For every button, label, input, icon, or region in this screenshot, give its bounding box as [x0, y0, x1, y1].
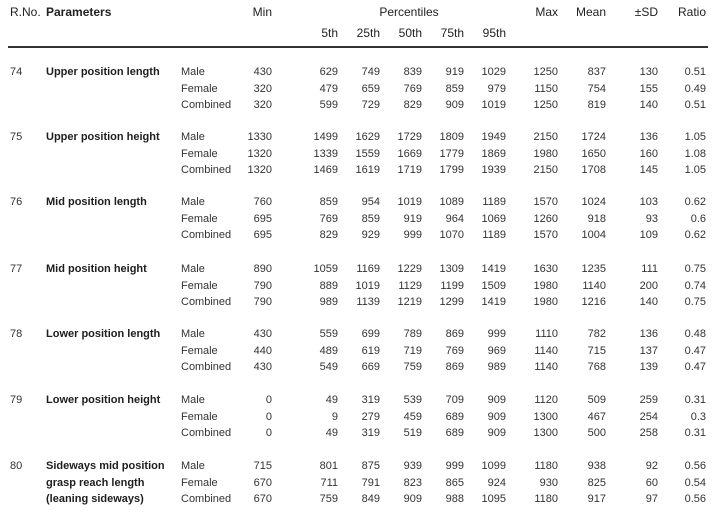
cell-p25: 1169 [356, 263, 380, 275]
cell-p95: 1189 [482, 196, 506, 208]
cell-p75: 964 [445, 212, 464, 225]
row-number: 77 [10, 263, 23, 275]
cell-max: 1110 [535, 328, 558, 340]
cell-mean: 1216 [581, 296, 606, 308]
row-number: 78 [10, 328, 23, 340]
cell-mean: 768 [587, 361, 606, 373]
cell-ratio: 0.75 [684, 296, 706, 308]
cell-p50: 1229 [397, 263, 422, 275]
row-number: 79 [10, 394, 23, 406]
group-label: Female [181, 147, 218, 160]
cell-min: 670 [253, 476, 272, 489]
cell-ratio: 0.62 [684, 196, 706, 208]
group-label: Male [181, 460, 205, 472]
cell-ratio: 0.31 [684, 427, 706, 439]
cell-min: 0 [265, 410, 272, 423]
header-p25: 25th [356, 26, 380, 40]
cell-p25: 791 [361, 476, 380, 489]
cell-min: 430 [253, 328, 272, 340]
cell-mean: 837 [587, 66, 606, 78]
cell-min: 1330 [247, 131, 272, 143]
cell-p95: 1419 [481, 296, 506, 308]
cell-sd: 145 [639, 164, 658, 176]
cell-ratio: 0.3 [690, 410, 706, 423]
cell-min: 695 [253, 212, 272, 225]
cell-mean: 1140 [582, 279, 606, 292]
cell-min: 440 [253, 344, 272, 357]
cell-sd: 140 [639, 296, 658, 308]
cell-sd: 200 [639, 279, 658, 292]
cell-ratio: 1.05 [684, 164, 706, 176]
cell-p50: 459 [403, 410, 422, 423]
cell-p5: 1059 [313, 263, 338, 275]
cell-p75: 1199 [440, 279, 464, 292]
cell-ratio: 0.54 [684, 476, 706, 489]
cell-min: 715 [253, 460, 272, 472]
cell-p50: 719 [403, 344, 422, 357]
cell-sd: 254 [639, 410, 658, 423]
cell-p50: 939 [403, 460, 422, 472]
cell-p75: 689 [445, 410, 464, 423]
cell-p25: 1019 [355, 279, 380, 292]
cell-p75: 869 [445, 328, 464, 340]
cell-max: 930 [539, 476, 558, 489]
cell-p50: 519 [403, 427, 422, 439]
cell-p5: 479 [319, 82, 338, 95]
group-label: Female [181, 82, 218, 95]
cell-p95: 909 [487, 410, 506, 423]
cell-p50: 759 [403, 361, 422, 373]
cell-p50: 769 [403, 82, 422, 95]
cell-sd: 103 [639, 196, 658, 208]
cell-sd: 97 [645, 493, 658, 505]
header-p50: 50th [398, 26, 422, 40]
header-rno: R.No. [10, 5, 41, 19]
cell-p25: 954 [361, 196, 380, 208]
cell-sd: 140 [639, 99, 658, 111]
cell-max: 1980 [533, 296, 558, 308]
cell-p75: 1799 [439, 164, 464, 176]
cell-p25: 319 [361, 394, 380, 406]
cell-p5: 989 [319, 296, 338, 308]
cell-sd: 160 [639, 147, 658, 160]
cell-mean: 918 [587, 212, 606, 225]
cell-p75: 769 [445, 344, 464, 357]
cell-min: 890 [253, 263, 272, 275]
cell-max: 1250 [533, 66, 558, 78]
cell-min: 1320 [247, 147, 272, 160]
group-label: Male [181, 131, 205, 143]
cell-max: 1180 [534, 493, 558, 505]
cell-max: 1140 [534, 361, 558, 373]
group-label: Combined [181, 296, 232, 308]
group-label: Male [181, 263, 205, 275]
cell-max: 1630 [533, 263, 558, 275]
cell-mean: 782 [587, 328, 606, 340]
parameter-name: Sideways mid position [46, 460, 165, 472]
header-max: Max [535, 5, 558, 19]
cell-mean: 1024 [581, 196, 606, 208]
cell-mean: 715 [587, 344, 606, 357]
cell-p75: 909 [445, 99, 464, 111]
cell-p25: 859 [361, 212, 380, 225]
cell-ratio: 0.51 [684, 99, 706, 111]
row-number: 74 [10, 66, 23, 78]
cell-mean: 467 [587, 410, 606, 423]
cell-p5: 859 [319, 196, 338, 208]
cell-mean: 1724 [581, 131, 606, 143]
cell-p50: 1019 [397, 196, 422, 208]
cell-p5: 1339 [313, 147, 338, 160]
parameter-name: Mid position length [46, 196, 147, 208]
cell-p50: 539 [403, 394, 422, 406]
cell-max: 1120 [534, 394, 558, 406]
header-percentiles: Percentiles [379, 5, 439, 19]
cell-max: 2150 [533, 164, 558, 176]
cell-p5: 9 [331, 410, 338, 423]
parameter-name: Lower position length [46, 328, 161, 340]
cell-sd: 93 [645, 212, 658, 225]
group-label: Male [181, 196, 205, 208]
cell-min: 790 [253, 279, 272, 292]
cell-sd: 109 [639, 229, 658, 241]
group-label: Combined [181, 164, 232, 176]
cell-p75: 1809 [439, 131, 464, 143]
cell-p95: 909 [487, 394, 506, 406]
cell-p5: 1499 [313, 131, 338, 143]
header-min: Min [252, 5, 272, 19]
parameter-name: Upper position length [46, 66, 160, 78]
cell-ratio: 1.05 [684, 131, 706, 143]
cell-p50: 1129 [398, 279, 422, 292]
cell-p5: 49 [325, 394, 338, 406]
cell-p50: 839 [403, 66, 422, 78]
group-label: Combined [181, 427, 232, 439]
cell-min: 1320 [247, 164, 272, 176]
cell-min: 670 [253, 493, 272, 505]
row-number: 75 [10, 131, 23, 143]
cell-ratio: 0.47 [684, 344, 706, 357]
cell-ratio: 0.49 [684, 82, 706, 95]
cell-min: 695 [253, 229, 272, 241]
cell-p50: 1219 [397, 296, 422, 308]
cell-p95: 1509 [481, 279, 506, 292]
cell-p5: 889 [319, 279, 338, 292]
cell-ratio: 0.62 [684, 229, 706, 241]
cell-mean: 1004 [581, 229, 606, 241]
cell-p25: 319 [361, 427, 380, 439]
cell-sd: 92 [645, 460, 658, 472]
cell-max: 1180 [534, 460, 558, 472]
cell-p95: 999 [487, 328, 506, 340]
cell-min: 320 [253, 99, 272, 111]
header-parameters: Parameters [46, 5, 112, 19]
cell-sd: 60 [645, 476, 658, 489]
cell-p75: 865 [445, 476, 464, 489]
cell-p50: 1729 [397, 131, 422, 143]
cell-mean: 917 [587, 493, 606, 505]
cell-max: 1140 [534, 344, 558, 357]
cell-max: 1980 [533, 279, 558, 292]
cell-max: 1570 [533, 229, 558, 241]
row-number: 80 [10, 460, 23, 472]
cell-p25: 1629 [355, 131, 380, 143]
cell-ratio: 0.6 [690, 212, 706, 225]
cell-p75: 988 [445, 493, 464, 505]
cell-p75: 919 [445, 66, 464, 78]
cell-p95: 1949 [481, 131, 506, 143]
cell-max: 1570 [533, 196, 558, 208]
cell-p95: 969 [487, 344, 506, 357]
cell-p95: 989 [487, 361, 506, 373]
group-label: Female [181, 476, 218, 489]
cell-p5: 49 [325, 427, 338, 439]
cell-p50: 999 [403, 229, 422, 241]
cell-p75: 709 [445, 394, 464, 406]
cell-p95: 1869 [481, 147, 506, 160]
cell-p25: 699 [361, 328, 380, 340]
group-label: Combined [181, 361, 232, 373]
cell-p95: 1939 [481, 164, 506, 176]
cell-p50: 919 [403, 212, 422, 225]
cell-p75: 869 [445, 361, 464, 373]
cell-ratio: 0.51 [684, 66, 706, 78]
group-label: Combined [181, 229, 232, 241]
cell-p5: 489 [319, 344, 338, 357]
parameter-name: (leaning sideways) [46, 493, 144, 505]
cell-p25: 1619 [355, 164, 380, 176]
cell-p5: 599 [319, 99, 338, 111]
cell-p75: 1089 [439, 196, 464, 208]
cell-sd: 130 [639, 66, 658, 78]
cell-sd: 136 [639, 131, 658, 143]
group-label: Female [181, 344, 218, 357]
group-label: Female [181, 410, 218, 423]
cell-p95: 1019 [481, 99, 506, 111]
cell-mean: 819 [587, 99, 606, 111]
cell-min: 760 [253, 196, 272, 208]
cell-p75: 689 [445, 427, 464, 439]
header-p5: 5th [321, 26, 338, 40]
cell-p50: 829 [403, 99, 422, 111]
cell-p95: 924 [487, 476, 506, 489]
group-label: Combined [181, 493, 232, 505]
cell-p75: 859 [445, 82, 464, 95]
cell-ratio: 0.47 [684, 361, 706, 373]
cell-p95: 909 [487, 427, 506, 439]
cell-p95: 1419 [481, 263, 506, 275]
cell-p25: 929 [361, 229, 380, 241]
group-label: Female [181, 212, 218, 225]
cell-max: 1250 [533, 99, 558, 111]
cell-min: 320 [253, 82, 272, 95]
cell-mean: 1650 [581, 147, 606, 160]
cell-sd: 136 [639, 328, 658, 340]
cell-mean: 938 [587, 460, 606, 472]
cell-p25: 1559 [355, 147, 380, 160]
parameter-name: Mid position height [46, 263, 147, 275]
cell-mean: 754 [587, 82, 606, 95]
cell-p5: 559 [319, 328, 338, 340]
cell-p25: 875 [361, 460, 380, 472]
group-label: Combined [181, 99, 232, 111]
group-label: Male [181, 66, 205, 78]
cell-p95: 979 [487, 82, 506, 95]
header-ratio: Ratio [677, 5, 706, 19]
header-divider [8, 46, 708, 48]
cell-min: 790 [253, 296, 272, 308]
cell-p5: 829 [319, 229, 338, 241]
parameter-name: Upper position height [46, 131, 160, 143]
cell-sd: 139 [639, 361, 658, 373]
cell-min: 430 [253, 361, 272, 373]
cell-max: 1150 [534, 82, 558, 95]
cell-p95: 1189 [482, 229, 506, 241]
cell-p25: 1139 [356, 296, 380, 308]
cell-p25: 659 [361, 82, 380, 95]
cell-p25: 279 [361, 410, 380, 423]
group-label: Female [181, 279, 218, 292]
parameter-name: Lower position height [46, 394, 161, 406]
cell-ratio: 0.56 [684, 493, 706, 505]
parameter-name: grasp reach length [46, 476, 145, 489]
cell-p95: 1099 [481, 460, 506, 472]
cell-p25: 669 [361, 361, 380, 373]
header-mean: Mean [575, 5, 606, 19]
cell-p25: 849 [361, 493, 380, 505]
group-label: Male [181, 394, 205, 406]
cell-p50: 1669 [397, 147, 422, 160]
cell-min: 430 [253, 66, 272, 78]
cell-p95: 1095 [481, 493, 506, 505]
cell-p25: 619 [361, 344, 380, 357]
cell-p5: 711 [320, 476, 338, 489]
cell-max: 1260 [533, 212, 558, 225]
cell-sd: 258 [639, 427, 658, 439]
header-p75: 75th [440, 26, 464, 40]
cell-sd: 259 [639, 394, 658, 406]
cell-p75: 1299 [439, 296, 464, 308]
group-label: Male [181, 328, 205, 340]
cell-p50: 823 [403, 476, 422, 489]
cell-p25: 749 [361, 66, 380, 78]
cell-ratio: 0.48 [684, 328, 706, 340]
cell-p5: 759 [319, 493, 338, 505]
cell-mean: 500 [587, 427, 606, 439]
cell-p95: 1029 [481, 66, 506, 78]
cell-max: 1300 [533, 410, 558, 423]
cell-ratio: 1.08 [684, 147, 706, 160]
cell-p50: 909 [403, 493, 422, 505]
cell-ratio: 0.56 [684, 460, 706, 472]
cell-p95: 1069 [481, 212, 506, 225]
cell-max: 1300 [533, 427, 558, 439]
cell-p50: 789 [403, 328, 422, 340]
cell-min: 0 [265, 427, 272, 439]
cell-sd: 137 [639, 344, 658, 357]
cell-ratio: 0.31 [684, 394, 706, 406]
cell-ratio: 0.74 [684, 279, 706, 292]
cell-p5: 801 [319, 460, 338, 472]
cell-p75: 1070 [439, 229, 464, 241]
cell-p5: 629 [319, 66, 338, 78]
cell-sd: 111 [641, 263, 658, 275]
cell-max: 1980 [533, 147, 558, 160]
cell-p5: 549 [319, 361, 338, 373]
cell-mean: 509 [587, 394, 606, 406]
cell-p5: 1469 [313, 164, 338, 176]
header-p95: 95th [482, 26, 506, 40]
cell-p75: 1309 [439, 263, 464, 275]
cell-p75: 1779 [439, 147, 464, 160]
row-number: 76 [10, 196, 23, 208]
cell-p50: 1719 [397, 164, 422, 176]
cell-mean: 1235 [581, 263, 606, 275]
cell-max: 2150 [533, 131, 558, 143]
cell-min: 0 [265, 394, 272, 406]
cell-p25: 729 [361, 99, 380, 111]
cell-mean: 1708 [581, 164, 606, 176]
cell-sd: 155 [639, 82, 658, 95]
cell-mean: 825 [587, 476, 606, 489]
cell-p5: 769 [319, 212, 338, 225]
cell-p75: 999 [445, 460, 464, 472]
cell-ratio: 0.75 [684, 263, 706, 275]
header-sd: ±SD [634, 5, 658, 19]
